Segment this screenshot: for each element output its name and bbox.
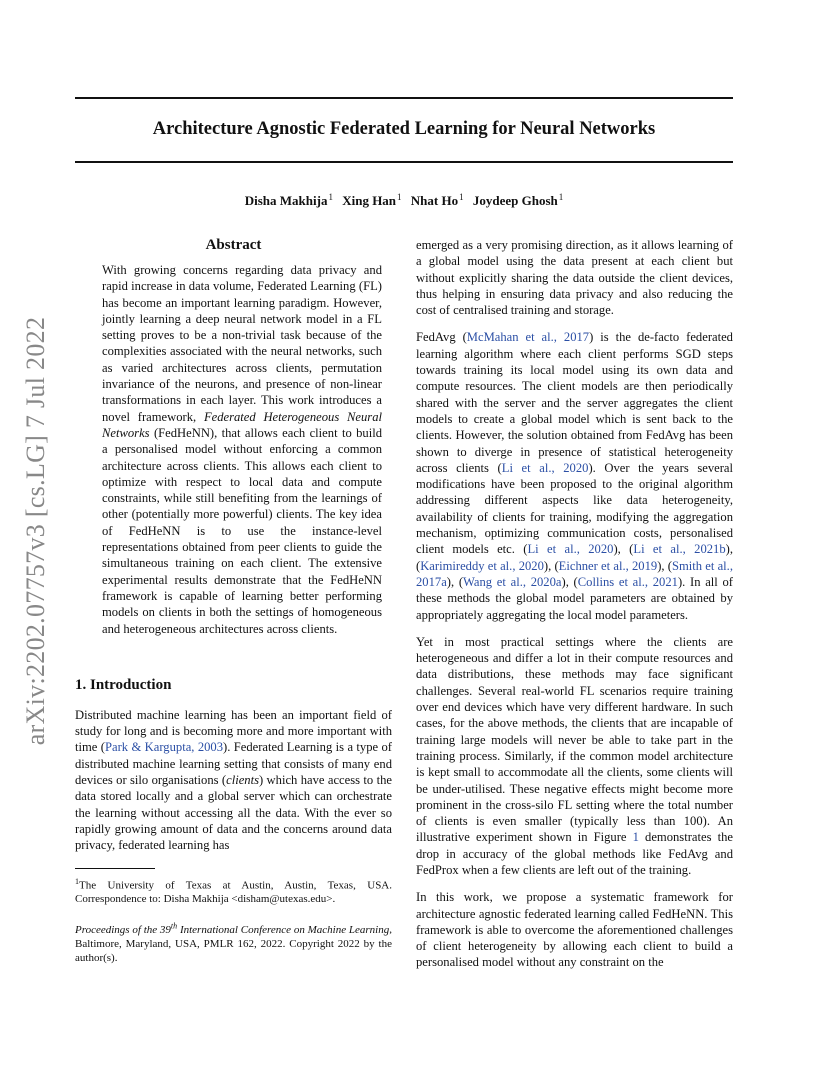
citation-link[interactable]: Karimireddy et al., 2020 (420, 558, 544, 573)
footnote-rule (75, 868, 155, 869)
proceedings-footnote: Proceedings of the 39th International Conference on Machine Learning, Baltimore, Maryland, USA, PMLR 162, 2022. Copyright 2022 by the author(s). (75, 921, 392, 964)
citation-link[interactable]: Park & Kargupta, 2003 (104, 740, 224, 755)
title-bottom-rule (75, 161, 733, 163)
left-column (75, 235, 392, 978)
citation-link[interactable]: McMahan et al., 2017 (466, 330, 590, 345)
citation-link[interactable]: Li et al., 2021b (633, 542, 726, 557)
paper-title: Architecture Agnostic Federated Learning for Neural Networks (152, 119, 656, 139)
intro-paragraph: In this work, we propose a systematic framework for architecture agnostic federated learning called FedHeNN. This framework is able to overcome the aforementioned challenges of client heterogeneity by allowing each client to build a personalised model without any constraint on the (416, 890, 733, 970)
abstract-heading: Abstract (205, 237, 262, 253)
author-list (75, 192, 733, 209)
arxiv-identifier-stamp: arXiv:2202.07757v3 [cs.LG] 7 Jul 2022 (21, 316, 50, 746)
citation-link[interactable]: Wang et al., 2020a (463, 574, 562, 589)
author: Disha Makhija$^1$ (244, 192, 333, 209)
intro-paragraph: emerged as a very promising direction, as it allows learning of a global model using the data present at each client but without explicitly sharing the data outside the client devices, thus helping in ensuring data privacy and also reducing the cost of centralised training and storage. (416, 238, 733, 318)
citation-link[interactable]: Li et al., 2020 (501, 460, 589, 475)
affiliation-footnote: $^1$The University of Texas at Austin, Austin, Texas, USA. Correspondence to: Disha Makhija <disham@utexas.edu>. (75, 876, 392, 906)
author: Xing Han$^1$ (342, 192, 402, 209)
citation-link[interactable]: Eichner et al., 2019 (558, 558, 658, 573)
title-top-rule (75, 97, 733, 99)
abstract-text: With growing concerns regarding data privacy and rapid increase in data volume, Federated Learning (FL) has become an important learning paradigm. However, jointly learning a deep neural network model in a FL setting proves to be a non-trivial task because of the complexities associated with the neural networks, such as varied architectures across clients, permutation invariance of the neurons, and presence of non-linear transformations in each layer. This work introduces a novel framework, Federated Heterogeneous Neural Networks (FedHeNN), that allows each client to build a personalised model without enforcing a common architecture across clients. This allows each client to optimize with respect to local data and compute constraints, while still benefiting from the learnings of other (potentially more powerful) clients. The key idea of FedHeNN is to use the instance-level representations obtained from peer clients to guide the simultaneous training on each client. The extensive experimental results demonstrate that the FedHeNN framework is capable of learning better performing models on clients in both the settings of homogeneous and heterogeneous architectures across clients. (102, 263, 382, 636)
intro-paragraph: Distributed machine learning has been an important field of study for long and is becoming more and more important with time (Park & Kargupta, 2003). Federated Learning is a type of distributed machine learning setting that consists of many end devices or silo organisations (clients) which have access to the data stored locally and a global server which can orchestrate the learning without accessing all the data. With the ever so rapidly growing amount of data and the concerns around data privacy, federated learning has (75, 707, 392, 853)
author: Nhat Ho$^1$ (410, 192, 464, 209)
intro-paragraph: Yet in most practical settings where the clients are heterogeneous and differ a lot in their compute resources and data distributions, these methods may face significant challenges. Several real-world FL scenarios require training over end devices which have very different hardware. In such cases, for the above methods, the clients that are incapable of training large models will never be able to take part in the training process. Similarly, if the common model architecture is kept small to accommodate all the clients, some clients will be under-utilised. These negative effects might become more prominent in the cross-silo FL setting where the total number of clients is even smaller (typically less than 100). An illustrative experiment shown in Figure 1 demonstrates the drop in accuracy of the global methods like FedAvg and FedProx when a few clients are left out of the training. (416, 634, 733, 877)
section-heading-introduction: 1. Introduction (75, 676, 172, 693)
citation-link[interactable]: Li et al., 2020 (527, 542, 614, 557)
intro-paragraph: FedAvg (McMahan et al., 2017) is the de-facto federated learning algorithm where each client performs SGD steps towards training its local model using its own data and compute resources. The client models are then periodically shared with the server and the server aggregates the client models to create a global model which is sent back to the clients. However, the solution obtained from FedAvg has been shown to diverge in presence of statistical heterogeneity across clients (Li et al., 2020). Over the years several modifications have been proposed to the original algorithm addressing different aspects like data heterogeneity, availability of clients for training, modifying the aggregation mechanism, optimizing communication costs, personalised client models etc. (Li et al., 2020), (Li et al., 2021b), (Karimireddy et al., 2020), (Eichner et al., 2019), (Smith et al., 2017a), (Wang et al., 2020a), (Collins et al., 2021). In all of these methods the global model parameters are obtained by appropriately aggregating the local model parameters. (416, 330, 734, 622)
right-column (416, 237, 733, 982)
citation-link[interactable]: Smith et al., 2017a (416, 558, 733, 589)
author: Joydeep Ghosh$^1$ (472, 192, 564, 209)
figure-reference-link[interactable]: 1 (632, 830, 639, 845)
citation-link[interactable]: Collins et al., 2021 (577, 574, 678, 589)
